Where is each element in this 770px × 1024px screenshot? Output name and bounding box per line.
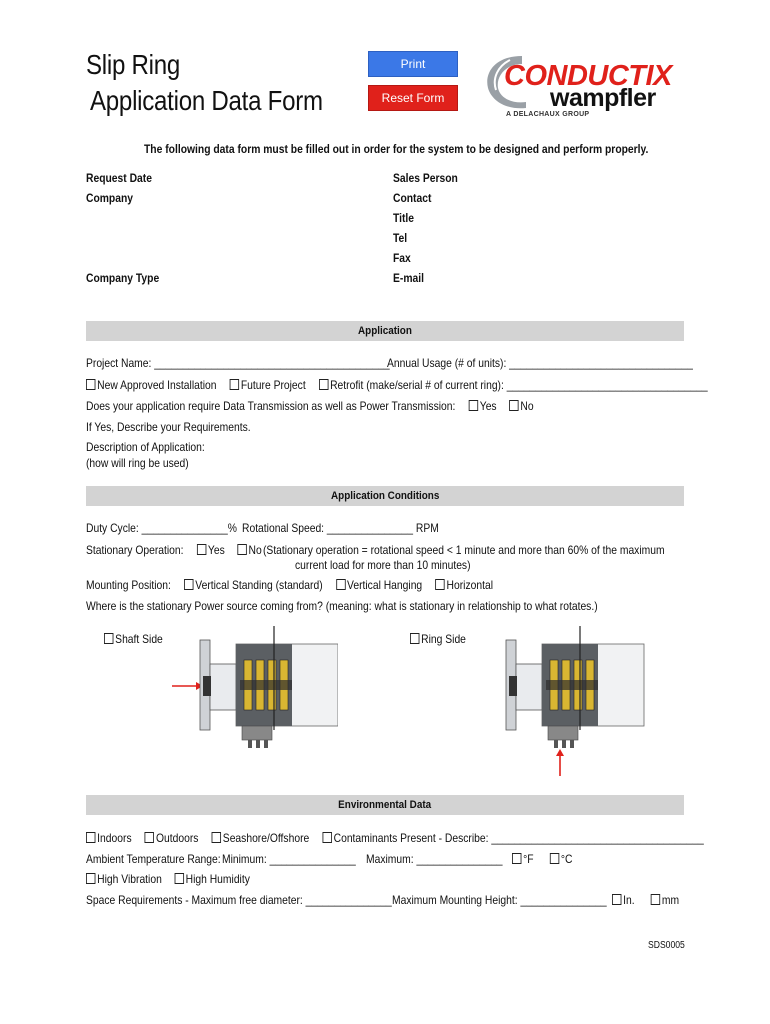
shaft-side-checkbox[interactable] bbox=[104, 633, 113, 644]
data-tx-no-label: No bbox=[520, 399, 534, 413]
high-humidity-checkbox[interactable] bbox=[174, 873, 183, 884]
stationary-yes-checkbox[interactable] bbox=[197, 544, 206, 555]
request-date-label: Request Date bbox=[86, 171, 152, 185]
mounting-label: Mounting Position: bbox=[86, 578, 171, 592]
rotational-speed-field[interactable]: Rotational Speed: _______________ RPM bbox=[242, 521, 439, 535]
future-project-checkbox[interactable] bbox=[230, 379, 239, 390]
future-project-label: Future Project bbox=[240, 378, 306, 392]
retrofit-label[interactable]: Retrofit (make/serial # of current ring): ___________________________________ bbox=[330, 378, 708, 392]
horizontal-label: Horizontal bbox=[446, 578, 494, 592]
stationary-no-label: No bbox=[248, 543, 262, 557]
contact-label: Contact bbox=[393, 191, 432, 205]
retrofit-checkbox[interactable] bbox=[319, 379, 328, 390]
ring-side-slip-ring-diagram bbox=[496, 626, 668, 778]
mm-checkbox[interactable] bbox=[651, 894, 660, 905]
install-type-row bbox=[86, 378, 708, 392]
seashore-label: Seashore/Offshore bbox=[222, 831, 310, 845]
environment-conditions-row bbox=[86, 831, 704, 845]
logo-sub-text: wampfler bbox=[550, 84, 656, 112]
form-title-line2: Application Data Form bbox=[90, 85, 323, 116]
max-diameter-field[interactable]: Space Requirements - Maximum free diameter: _______________ bbox=[86, 893, 392, 907]
stationary-yes-label: Yes bbox=[207, 543, 225, 557]
fahrenheit-checkbox[interactable] bbox=[512, 853, 521, 864]
conditions-section-header: Application Conditions bbox=[86, 486, 684, 506]
shaft-side-option bbox=[104, 632, 163, 646]
length-unit-row bbox=[612, 893, 679, 907]
indoors-checkbox[interactable] bbox=[86, 832, 95, 843]
contaminants-field[interactable]: Contaminants Present - Describe: _____________________________________ bbox=[333, 831, 704, 845]
application-section-header: Application bbox=[86, 321, 684, 341]
data-tx-no-checkbox[interactable] bbox=[509, 400, 518, 411]
logo-brand-text: CONDUCTIX bbox=[504, 60, 672, 92]
vertical-standing-checkbox[interactable] bbox=[184, 579, 193, 590]
if-yes-text[interactable]: If Yes, Describe your Requirements. bbox=[86, 420, 251, 434]
mounting-row bbox=[86, 578, 493, 592]
celsius-checkbox[interactable] bbox=[550, 853, 559, 864]
outdoors-checkbox[interactable] bbox=[145, 832, 154, 843]
power-source-question: Where is the stationary Power source coming from? (meaning: what is stationary in relationship to what rotates.) bbox=[86, 599, 598, 613]
stationary-note-line1: (Stationary operation = rotational speed < 1 minute and more than 60% of the maximum bbox=[263, 543, 665, 557]
vertical-standing-label: Vertical Standing (standard) bbox=[195, 578, 323, 592]
vertical-hanging-label: Vertical Hanging bbox=[347, 578, 423, 592]
high-humidity-label: High Humidity bbox=[185, 872, 250, 886]
shaft-side-label: Shaft Side bbox=[115, 632, 163, 646]
document-code: SDS0005 bbox=[648, 940, 685, 951]
data-tx-yes-checkbox[interactable] bbox=[469, 400, 478, 411]
tel-label: Tel bbox=[393, 231, 408, 245]
ambient-temp-label: Ambient Temperature Range: bbox=[86, 852, 221, 866]
outdoors-label: Outdoors bbox=[155, 831, 199, 845]
max-height-field[interactable]: Maximum Mounting Height: _______________ bbox=[392, 893, 607, 907]
ring-side-label: Ring Side bbox=[421, 632, 466, 646]
annual-usage-field[interactable]: Annual Usage (# of units): ________________________________ bbox=[387, 356, 693, 370]
intro-text: The following data form must be filled out in order for the system to be designed and perform properly. bbox=[144, 142, 649, 156]
company-type-label: Company Type bbox=[86, 271, 160, 285]
inches-label: In. bbox=[623, 893, 635, 907]
contaminants-checkbox[interactable] bbox=[322, 832, 331, 843]
company-label: Company bbox=[86, 191, 134, 205]
stationary-no-checkbox[interactable] bbox=[237, 544, 246, 555]
title-label: Title bbox=[393, 211, 415, 225]
data-tx-yes-label: Yes bbox=[479, 399, 497, 413]
email-label: E-mail bbox=[393, 271, 424, 285]
celsius-label: °C bbox=[560, 852, 573, 866]
high-vibration-label: High Vibration bbox=[97, 872, 162, 886]
max-temp-field[interactable]: Maximum: _______________ bbox=[366, 852, 503, 866]
stationary-row bbox=[86, 543, 262, 557]
conductix-wampfler-logo bbox=[482, 50, 687, 122]
vertical-hanging-checkbox[interactable] bbox=[336, 579, 345, 590]
duty-cycle-field[interactable]: Duty Cycle: _______________% bbox=[86, 521, 237, 535]
inches-checkbox[interactable] bbox=[612, 894, 621, 905]
fahrenheit-label: °F bbox=[523, 852, 534, 866]
print-button[interactable]: Print bbox=[368, 51, 458, 77]
mm-label: mm bbox=[661, 893, 680, 907]
stationary-note-line2: current load for more than 10 minutes) bbox=[295, 558, 471, 572]
horizontal-checkbox[interactable] bbox=[435, 579, 444, 590]
fax-label: Fax bbox=[393, 251, 411, 265]
ring-side-checkbox[interactable] bbox=[410, 633, 419, 644]
min-temp-field[interactable]: Minimum: _______________ bbox=[222, 852, 356, 866]
project-name-field[interactable]: Project Name: _________________________________________ bbox=[86, 356, 390, 370]
temp-unit-row bbox=[512, 852, 572, 866]
environment-section-header: Environmental Data bbox=[86, 795, 684, 815]
stationary-label: Stationary Operation: bbox=[86, 543, 184, 557]
new-installation-checkbox[interactable] bbox=[86, 379, 95, 390]
reset-form-button[interactable]: Reset Form bbox=[368, 85, 458, 111]
new-installation-label: New Approved Installation bbox=[97, 378, 217, 392]
data-transmission-row bbox=[86, 399, 534, 413]
seashore-checkbox[interactable] bbox=[212, 832, 221, 843]
high-vibration-checkbox[interactable] bbox=[86, 873, 95, 884]
indoors-label: Indoors bbox=[97, 831, 132, 845]
vibration-humidity-row bbox=[86, 872, 250, 886]
form-title-line1: Slip Ring bbox=[86, 49, 181, 80]
ring-side-option bbox=[410, 632, 466, 646]
data-transmission-label: Does your application require Data Transmission as well as Power Transmission: bbox=[86, 399, 456, 413]
description-label: Description of Application: bbox=[86, 440, 205, 454]
description-sublabel: (how will ring be used) bbox=[86, 456, 189, 470]
shaft-side-slip-ring-diagram bbox=[166, 626, 338, 752]
sales-person-label: Sales Person bbox=[393, 171, 458, 185]
logo-group-text: A DELACHAUX GROUP bbox=[506, 111, 590, 118]
